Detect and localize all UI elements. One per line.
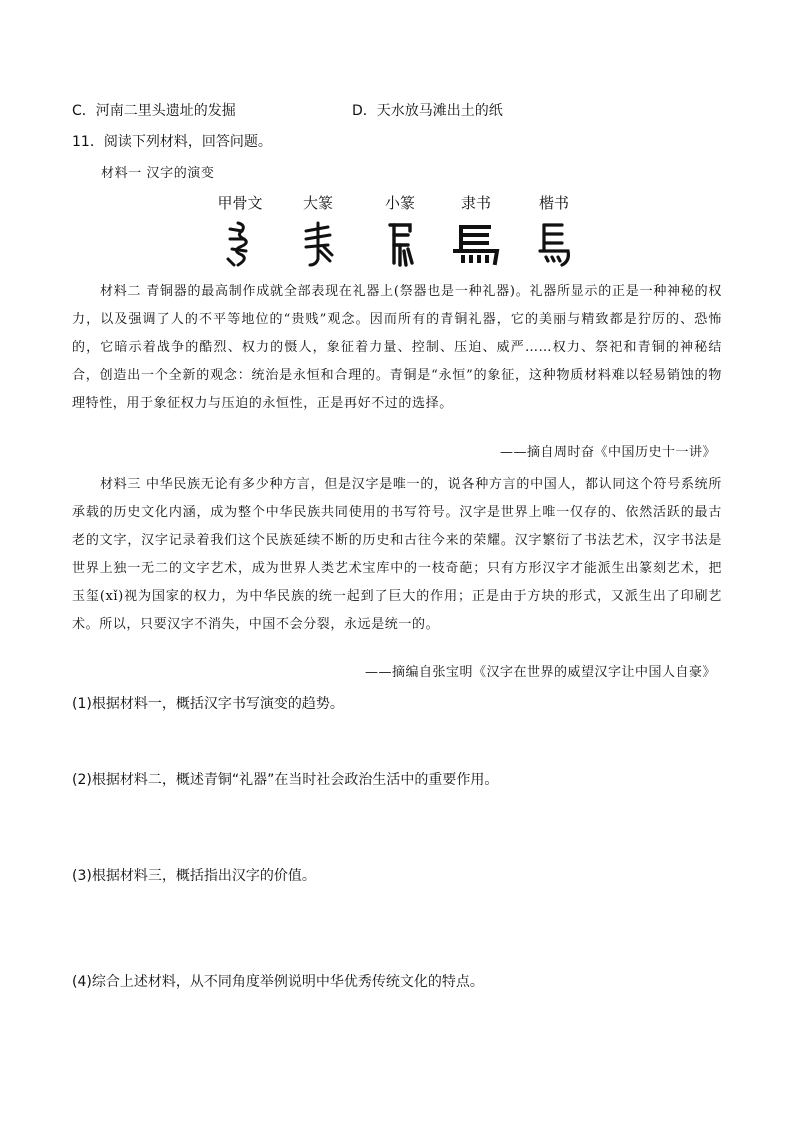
script-regular <box>514 193 594 269</box>
subquestion-3: (3)根据材料三，概括指出汉字的价值。 <box>72 868 316 884</box>
script-name-large-seal: 大篆 <box>302 194 333 212</box>
script-name-clerical: 隶书 <box>460 194 491 212</box>
small-seal-horse-glyph <box>380 219 420 269</box>
script-large-seal <box>278 193 358 269</box>
material2-source: ——摘自周时奋《中国历史十一讲》 <box>499 445 716 460</box>
script-clerical <box>436 193 516 269</box>
script-oracle-bone <box>200 193 280 269</box>
option-d: D．天水放马滩出土的纸 <box>352 103 503 119</box>
large-seal-horse-glyph <box>298 219 338 269</box>
material2-text: 材料二 青铜器的最高制作成就全部表现在礼器上(祭器也是一种礼器)。礼器所显示的正是一种神秘的权力，以及强调了人的不平等地位的“贵贱”观念。因而所有的青铜礼器，它的美丽与精致都是狞厉的、恐怖的，它暗示着战争的酷烈、权力的慑人，象征着力量、控制、压迫、威严……权力、祭祀和青铜的神秘结合，创造出一个全新的观念：统治是永恒和合理的。青铜是“永恒”的象征，这种物质材料难以轻易销蚀的物理特性，用于象征权力与压迫的永恒性，正是再好不过的选择。 <box>72 284 722 411</box>
regular-horse-glyph <box>534 219 574 269</box>
question-stem: 11．阅读下列材料，回答问题。 <box>72 134 272 150</box>
script-name-oracle-bone: 甲骨文 <box>217 194 263 212</box>
oracle-bone-horse-glyph <box>220 219 260 269</box>
script-small-seal <box>360 193 440 269</box>
script-evolution-row <box>200 193 590 273</box>
material3-text: 材料三 中华民族无论有多少种方言，但是汉字是唯一的，说各种方言的中国人，都认同这个符号系统所承载的历史文化内涵，成为整个中华民族共同使用的书写符号。汉字是世界上唯一仅存的、依然活跃的最古老的文字，汉字记录着我们这个民族延续不断的历史和古往今来的荣耀。汉字繁衍了书法艺术，汉字书法是世界上独一无二的文字艺术，成为世界人类艺术宝库中的一枝奇葩；只有方形汉字才能派生出篆刻艺术，把玉玺(xǐ)视为国家的权力，为中华民族的统一起到了巨大的作用；正是由于方块的形式，又派生出了印刷艺术。所以，只要汉字不消失，中国不会分裂，永远是统一的。 <box>72 477 722 632</box>
subquestion-1: (1)根据材料一，概括汉字书写演变的趋势。 <box>72 696 344 712</box>
subquestion-4: (4)综合上述材料，从不同角度举例说明中华优秀传统文化的特点。 <box>72 974 484 990</box>
clerical-horse-glyph <box>451 219 501 269</box>
script-name-regular: 楷书 <box>538 194 569 212</box>
option-c: C．河南二里头遗址的发掘 <box>72 103 236 119</box>
material3-source: ——摘编自张宝明《汉字在世界的威望汉字让中国人自豪》 <box>364 665 716 680</box>
script-name-small-seal: 小篆 <box>384 194 415 212</box>
subquestion-2: (2)根据材料二，概述青铜“礼器”在当时社会政治生活中的重要作用。 <box>72 772 499 788</box>
material1-title: 材料一 汉字的演变 <box>101 166 215 181</box>
